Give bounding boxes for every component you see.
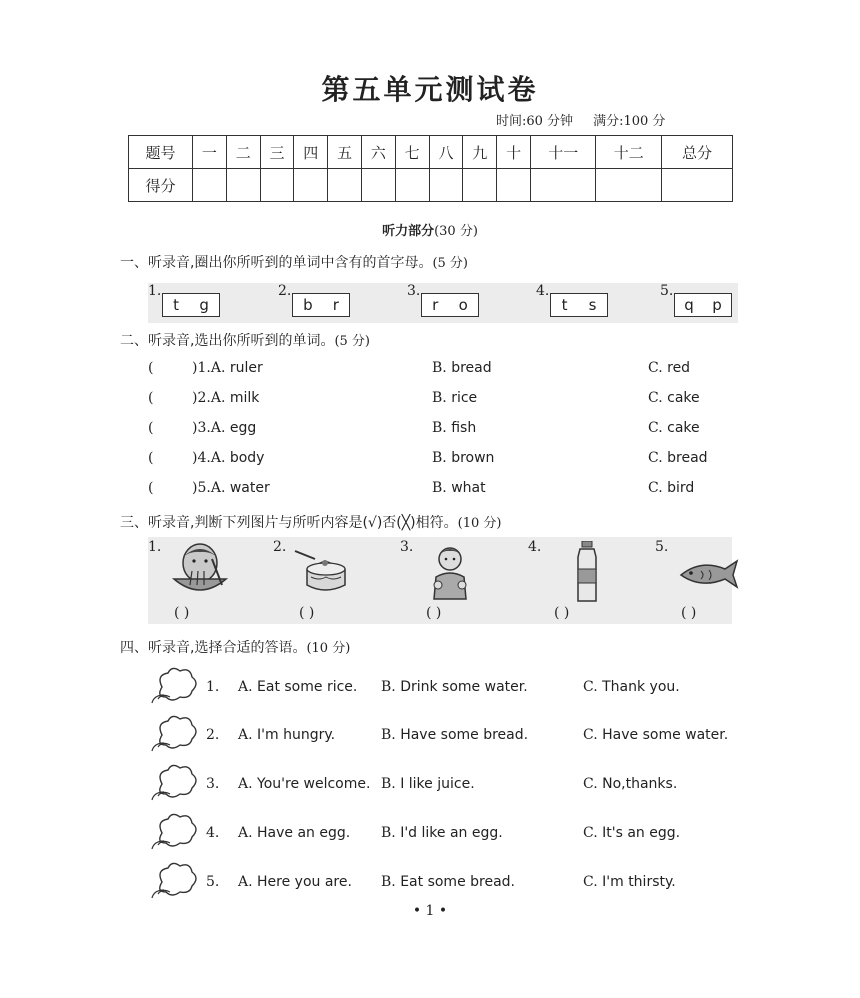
letter-option[interactable]: t xyxy=(173,296,180,314)
question-option-a[interactable]: )3.A. egg xyxy=(192,420,257,436)
letter-option[interactable]: t xyxy=(561,296,568,314)
response-option-a[interactable]: A. Here you are. xyxy=(238,874,352,890)
score-col: 四 xyxy=(294,136,328,169)
question-option-a[interactable]: )5.A. water xyxy=(192,480,270,496)
item-number: 2. xyxy=(206,727,220,743)
question-option-c[interactable]: C. cake xyxy=(648,420,700,436)
section-3-heading xyxy=(120,512,501,532)
score-cell[interactable] xyxy=(328,169,362,202)
response-option-c[interactable]: C. Have some water. xyxy=(583,727,729,743)
section-2-title: 二、听录音,选出你所听到的单词。 xyxy=(120,333,335,349)
response-option-a[interactable]: A. I'm hungry. xyxy=(238,727,336,743)
section-2-heading xyxy=(120,330,370,350)
score-cell[interactable] xyxy=(463,169,497,202)
item-number: 5. xyxy=(660,283,674,299)
section-1-points: (5 分) xyxy=(432,256,469,271)
boy-icon xyxy=(416,541,486,601)
letter-box xyxy=(421,293,479,317)
page-number: • 1 • xyxy=(412,903,448,919)
letter-option[interactable]: p xyxy=(712,296,722,314)
answer-blank[interactable]: ( ) xyxy=(426,605,442,621)
section-1-letters xyxy=(148,283,738,323)
flower-answer-icon[interactable] xyxy=(148,811,202,851)
flower-answer-icon[interactable] xyxy=(148,713,202,753)
score-cell[interactable] xyxy=(361,169,395,202)
question-option-b[interactable]: B. brown xyxy=(432,450,495,466)
score-table-row-label: 得分 xyxy=(129,169,193,202)
response-option-b[interactable]: B. Have some bread. xyxy=(381,727,529,743)
item-number: 3. xyxy=(206,776,220,792)
score-col: 二 xyxy=(226,136,260,169)
letter-option[interactable]: q xyxy=(684,296,694,314)
score-col: 六 xyxy=(361,136,395,169)
listening-title: 听力部分 xyxy=(382,224,435,239)
score-cell[interactable] xyxy=(530,169,595,202)
response-option-c[interactable]: C. I'm thirsty. xyxy=(583,874,676,890)
response-option-b[interactable]: B. I like juice. xyxy=(381,776,475,792)
fish-icon xyxy=(671,541,741,601)
answer-paren[interactable]: ( xyxy=(148,420,154,436)
letter-option[interactable]: o xyxy=(458,296,468,314)
question-option-b[interactable]: B. what xyxy=(432,480,486,496)
question-option-b[interactable]: B. rice xyxy=(432,390,478,406)
cake-icon xyxy=(289,541,359,601)
letter-box xyxy=(162,293,220,317)
item-number: 5. xyxy=(206,874,220,890)
score-table-score-row xyxy=(129,169,733,202)
item-number: 4. xyxy=(528,539,542,555)
item-number: 1. xyxy=(148,539,162,555)
time-limit: 时间:60 分钟 xyxy=(496,114,574,129)
question-option-b[interactable]: B. bread xyxy=(432,360,492,376)
flower-answer-icon[interactable] xyxy=(148,665,202,705)
response-option-c[interactable]: C. No,thanks. xyxy=(583,776,678,792)
letter-option[interactable]: r xyxy=(432,296,439,314)
score-cell[interactable] xyxy=(226,169,260,202)
response-option-b[interactable]: B. Drink some water. xyxy=(381,679,528,695)
answer-blank[interactable]: ( ) xyxy=(681,605,697,621)
item-number: 2. xyxy=(273,539,287,555)
picture-item xyxy=(148,537,248,624)
score-col: 五 xyxy=(328,136,362,169)
section-3-points: (10 分) xyxy=(457,516,502,531)
letter-option[interactable]: b xyxy=(303,296,313,314)
score-col: 十二 xyxy=(596,136,662,169)
section-4-heading xyxy=(120,637,350,657)
question-option-c[interactable]: C. bird xyxy=(648,480,695,496)
score-table-total-label: 总分 xyxy=(662,136,733,169)
score-col: 九 xyxy=(463,136,497,169)
item-number: 1. xyxy=(206,679,220,695)
picture-item xyxy=(273,537,373,624)
response-row xyxy=(148,713,748,753)
answer-paren[interactable]: ( xyxy=(148,480,154,496)
item-number: 4. xyxy=(536,283,550,299)
noodles-eating-icon xyxy=(164,541,234,601)
score-cell[interactable] xyxy=(260,169,294,202)
item-number: 3. xyxy=(400,539,414,555)
response-row xyxy=(148,665,748,705)
item-number: 2. xyxy=(278,283,292,299)
section-1-title: 一、听录音,圈出你所听到的单词中含有的首字母。 xyxy=(120,255,433,271)
score-col: 七 xyxy=(395,136,429,169)
section-4-title: 四、听录音,选择合适的答语。 xyxy=(120,640,307,656)
score-cell[interactable] xyxy=(429,169,463,202)
score-cell[interactable] xyxy=(497,169,531,202)
score-cell[interactable] xyxy=(596,169,662,202)
water-bottle-icon xyxy=(544,541,614,605)
question-option-c[interactable]: C. cake xyxy=(648,390,700,406)
score-cell[interactable] xyxy=(395,169,429,202)
answer-blank[interactable]: ( ) xyxy=(174,605,190,621)
picture-item xyxy=(400,537,500,624)
item-number: 4. xyxy=(206,825,220,841)
listening-points: (30 分) xyxy=(434,224,478,239)
letter-option[interactable]: s xyxy=(588,296,597,314)
question-option-c[interactable]: C. bread xyxy=(648,450,708,466)
letter-box xyxy=(674,293,732,317)
answer-paren[interactable]: ( xyxy=(148,360,154,376)
question-option-c[interactable]: C. red xyxy=(648,360,691,376)
response-option-a[interactable]: A. You're welcome. xyxy=(238,776,371,792)
response-row xyxy=(148,860,748,900)
score-cell[interactable] xyxy=(193,169,227,202)
section-1-heading xyxy=(120,252,468,272)
picture-item xyxy=(528,537,628,624)
section-4-points: (10 分) xyxy=(306,641,351,656)
response-option-c[interactable]: C. It's an egg. xyxy=(583,825,681,841)
time-info xyxy=(496,110,685,129)
flower-answer-icon[interactable] xyxy=(148,860,202,900)
full-score: 满分:100 分 xyxy=(593,114,666,129)
score-table xyxy=(128,135,733,202)
item-number: 3. xyxy=(407,283,421,299)
item-number: 1. xyxy=(148,283,162,299)
response-option-b[interactable]: B. I'd like an egg. xyxy=(381,825,503,841)
score-col: 十一 xyxy=(530,136,595,169)
letter-box xyxy=(292,293,350,317)
score-cell[interactable] xyxy=(294,169,328,202)
picture-item xyxy=(655,537,755,624)
score-col: 一 xyxy=(193,136,227,169)
section-3-title: 三、听录音,判断下列图片与所听内容是(√)否(╳)相符。 xyxy=(120,515,458,531)
question-option-a[interactable]: )2.A. milk xyxy=(192,390,260,406)
section-2-points: (5 分) xyxy=(334,334,371,349)
question-option-a[interactable]: )4.A. body xyxy=(192,450,265,466)
response-row xyxy=(148,811,748,851)
question-option-a[interactable]: )1.A. ruler xyxy=(192,360,263,376)
page-title: 第五单元测试卷 xyxy=(321,73,539,106)
answer-blank[interactable]: ( ) xyxy=(554,605,570,621)
response-option-a[interactable]: A. Eat some rice. xyxy=(238,679,358,695)
response-row xyxy=(148,762,748,802)
response-option-c[interactable]: C. Thank you. xyxy=(583,679,680,695)
answer-paren[interactable]: ( xyxy=(148,450,154,466)
flower-answer-icon[interactable] xyxy=(148,762,202,802)
score-col: 十 xyxy=(497,136,531,169)
letter-option[interactable]: g xyxy=(199,296,209,314)
score-table-header-label: 题号 xyxy=(129,136,193,169)
response-option-a[interactable]: A. Have an egg. xyxy=(238,825,351,841)
response-option-b[interactable]: B. Eat some bread. xyxy=(381,874,515,890)
score-table-header-row xyxy=(129,136,733,169)
listening-section-title xyxy=(0,220,860,239)
item-number: 5. xyxy=(655,539,669,555)
question-option-b[interactable]: B. fish xyxy=(432,420,477,436)
section-3-pictures xyxy=(148,537,732,624)
score-cell-total[interactable] xyxy=(662,169,733,202)
answer-paren[interactable]: ( xyxy=(148,390,154,406)
answer-blank[interactable]: ( ) xyxy=(299,605,315,621)
score-col: 三 xyxy=(260,136,294,169)
letter-box xyxy=(550,293,608,317)
score-col: 八 xyxy=(429,136,463,169)
letter-option[interactable]: r xyxy=(332,296,339,314)
